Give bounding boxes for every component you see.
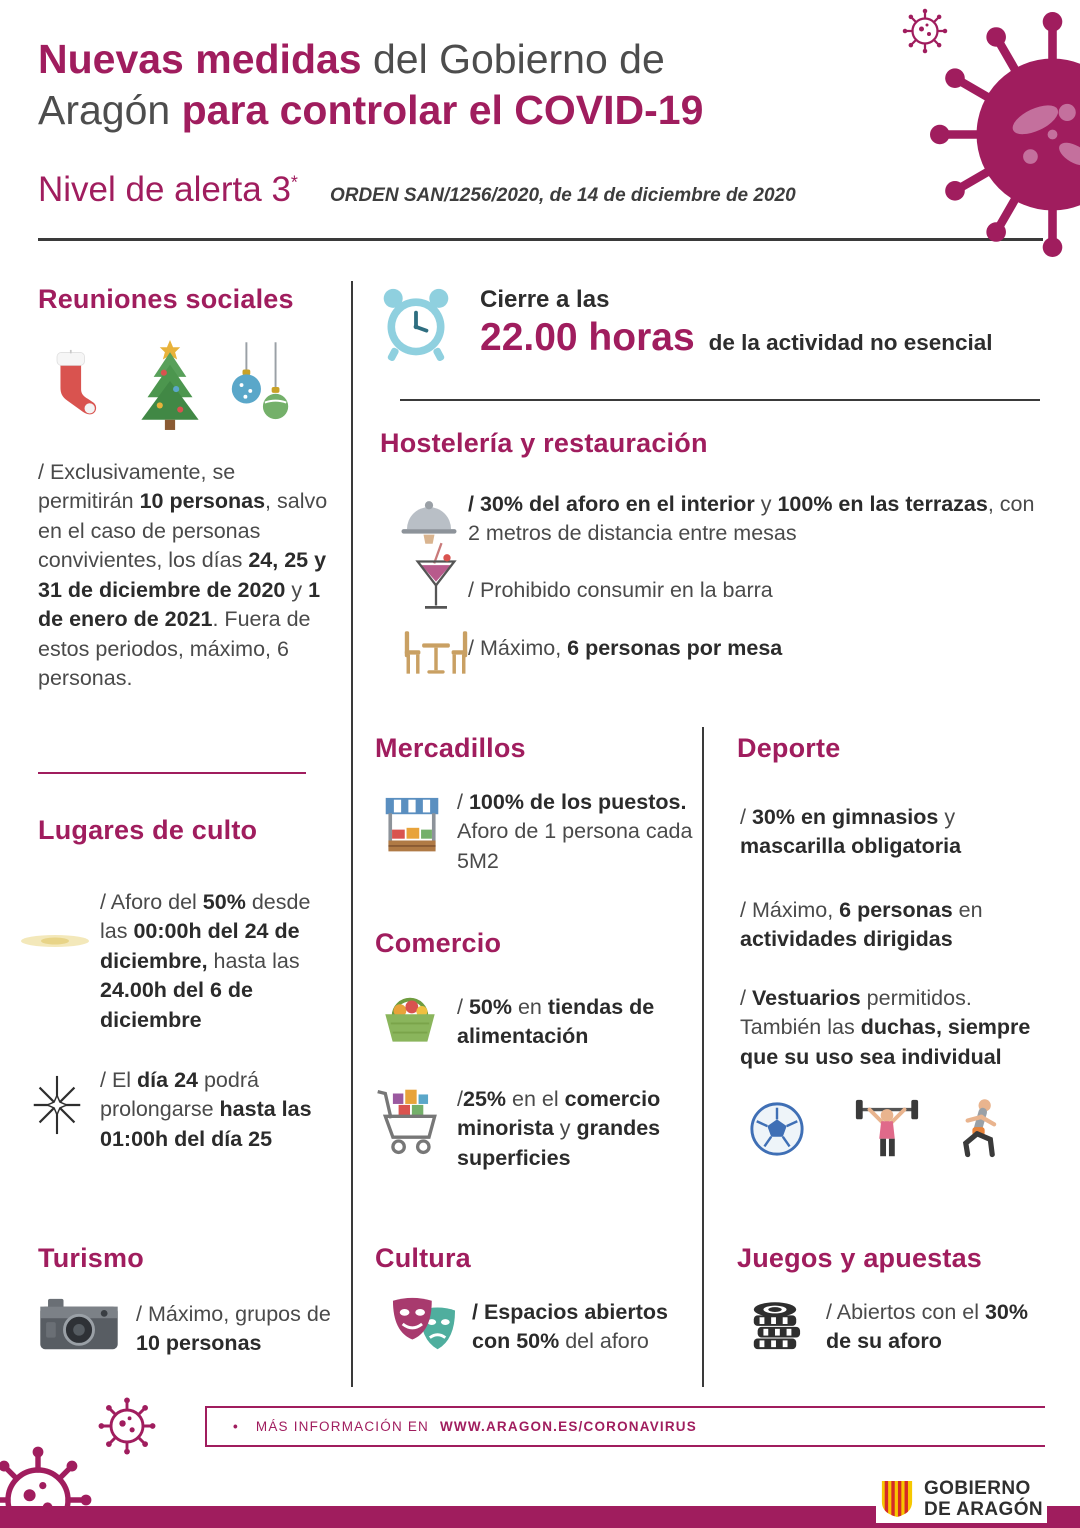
virus-icon-large-bottom	[0, 1440, 98, 1528]
market-stall-icon	[383, 792, 441, 860]
aragon-shield-icon	[880, 1479, 914, 1519]
section-title-culto: Lugares de culto	[38, 815, 258, 845]
virus-icon-large	[930, 12, 1080, 257]
logo-text	[924, 1478, 1043, 1521]
deporte-vestuarios-text: / Vestuarios permitidos. También las duchas, siempre que su uso sea individual	[740, 986, 1031, 1069]
logo-line2: DE ARAGÓN	[924, 1499, 1044, 1521]
food-cloche-icon	[396, 492, 462, 546]
cierre-line2	[480, 316, 1040, 360]
candle-glow-icon	[18, 928, 92, 954]
section-title-turismo: Turismo	[38, 1243, 144, 1273]
juegos-text: / Abiertos con el 30% de su aforo	[826, 1300, 1028, 1354]
culto-item-prolongacion: / El día 24 podrá prolongarse hasta las 01:00h del día 25	[100, 1068, 312, 1151]
section-title-cultura: Cultura	[375, 1243, 471, 1273]
section-title-deporte: Deporte	[737, 733, 841, 763]
divider-reuniones-culto	[38, 772, 306, 774]
mercadillos-text: / 100% de los puestos. Aforo de 1 persona cada 5M2	[457, 790, 693, 873]
footer-link[interactable]: WWW.ARAGON.ES/CORONAVIRUS	[439, 1419, 697, 1434]
order-reference: ORDEN SAN/1256/2020, de 14 de diciembre de 2020	[329, 185, 796, 206]
virus-icon-small-bottom	[95, 1394, 159, 1458]
alert-level: Nivel de alerta 3*	[38, 170, 298, 209]
christmas-stocking-icon	[45, 345, 100, 427]
camera-icon	[38, 1295, 120, 1355]
section-title-hosteleria: Hostelería y restauración	[380, 428, 708, 458]
turismo-text: / Máximo, grupos de 10 personas	[136, 1302, 331, 1356]
comercio-minorista-text: /25% en el comercio minorista y grandes superficies	[457, 1087, 661, 1170]
divider-header	[38, 238, 1043, 241]
divider-cierre	[400, 399, 1040, 401]
logo-line1: GOBIERNO	[924, 1478, 1031, 1499]
shopping-cart-icon	[372, 1085, 448, 1159]
sparkle-star-icon	[26, 1074, 88, 1136]
section-title-juegos: Juegos y apuestas	[737, 1243, 983, 1273]
alert-note: *	[290, 172, 298, 193]
gobierno-aragon-logo	[876, 1476, 1047, 1523]
footer-label: MÁS INFORMACIÓN EN	[255, 1419, 429, 1434]
section-title-reuniones: Reuniones sociales	[38, 284, 294, 314]
cocktail-icon	[414, 540, 458, 616]
cierre-block	[480, 286, 1040, 360]
weightlifter-icon	[852, 1094, 922, 1164]
theater-masks-icon	[383, 1293, 465, 1357]
divider-vertical-right	[702, 727, 704, 1387]
alarm-clock-icon	[378, 282, 454, 366]
footer-info-bar	[205, 1406, 1045, 1447]
deporte-gimnasios-text: / 30% en gimnasios y mascarilla obligatoria	[740, 805, 962, 859]
hosteleria-aforo-text: / 30% del aforo en el interior y 100% en las terrazas, con 2 metros de distancia entre mesas	[468, 492, 1035, 546]
soccer-ball-icon	[748, 1100, 806, 1158]
reuniones-text: / Exclusivamente, se permitirán 10 personas, salvo en el caso de personas convivientes, los días 24, 25 y 31 de diciembre de 2020 y 1 de enero de 2021. Fuera de estos periodos, máximo, 6 personas.	[38, 460, 328, 691]
cultura-text: / Espacios abiertos con 50% del aforo	[472, 1300, 668, 1354]
hosteleria-barra-text: / Prohibido consumir en la barra	[468, 578, 773, 602]
divider-vertical-left	[351, 281, 353, 1387]
cierre-line1: Cierre a las	[480, 286, 610, 313]
christmas-tree-icon	[133, 338, 207, 432]
comercio-alimentacion-text: / 50% en tiendas de alimentación	[457, 995, 655, 1049]
hosteleria-mesa-text: / Máximo, 6 personas por mesa	[468, 636, 783, 660]
alert-level-row	[38, 170, 796, 210]
cierre-rest: de la actividad no esencial	[708, 330, 993, 355]
runner-icon	[948, 1096, 1010, 1164]
footer-bullet: •	[233, 1419, 239, 1434]
cierre-hora: 22.00 horas	[480, 316, 695, 359]
section-title-comercio: Comercio	[375, 928, 502, 958]
poker-chips-icon	[748, 1296, 802, 1352]
page-title: Nuevas medidas del Gobierno de Aragón para controlar el COVID-19	[38, 36, 704, 133]
deporte-actividades-text: / Máximo, 6 personas en actividades dirigidas	[740, 898, 983, 952]
culto-item-aforo: / Aforo del 50% desde las 00:00h del 24 de diciembre, hasta las 24.00h del 6 de diciembre	[100, 890, 311, 1032]
table-chairs-icon	[398, 626, 474, 678]
baubles-icon	[225, 342, 295, 432]
food-basket-icon	[378, 988, 442, 1046]
section-title-mercadillos: Mercadillos	[375, 733, 526, 763]
